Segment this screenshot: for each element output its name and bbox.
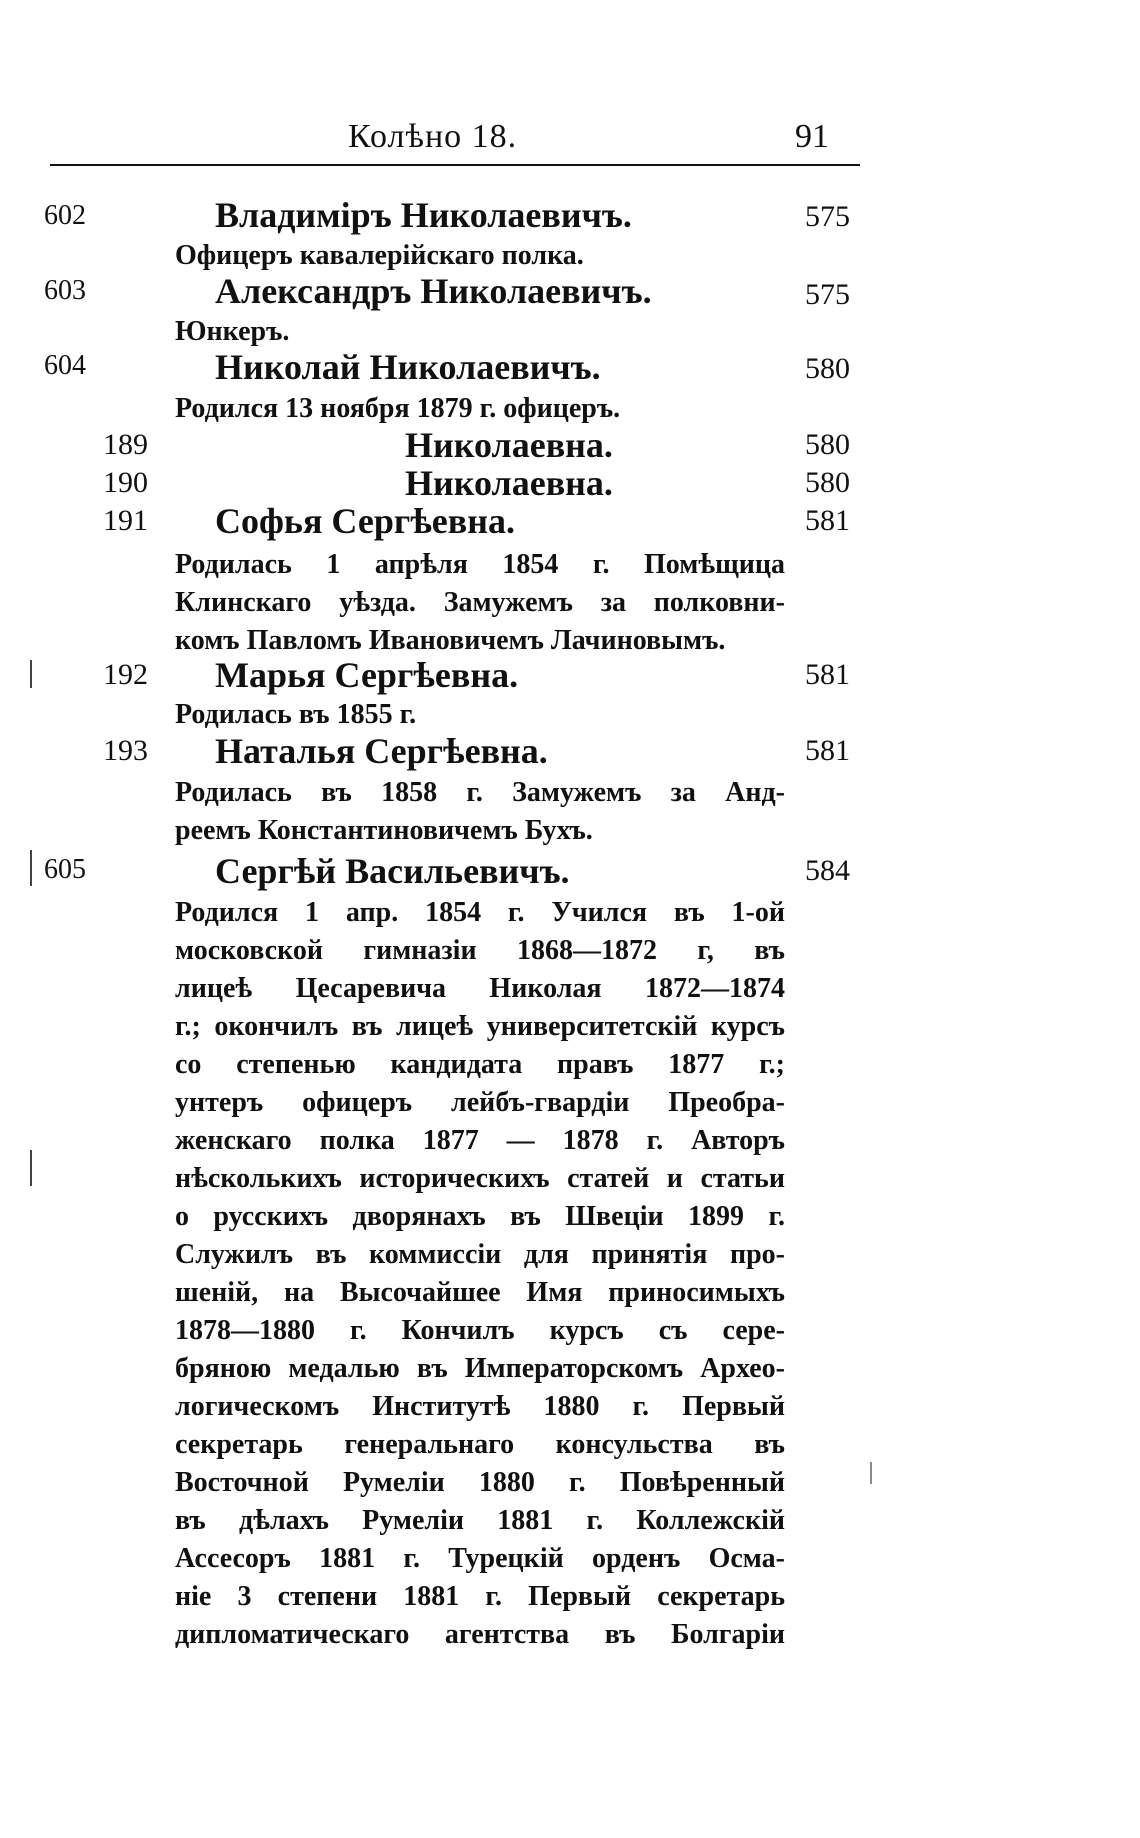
reference-number: 581 bbox=[805, 658, 850, 691]
description-line: Родился 13 ноября 1879 г. офицеръ. bbox=[175, 393, 621, 424]
header-rule bbox=[50, 164, 860, 166]
reference-number: 575 bbox=[805, 278, 850, 311]
description-line: 1878—1880 г. Кончилъ курсъ съ сере- bbox=[175, 1315, 785, 1346]
margin-mark bbox=[30, 660, 32, 688]
person-description bbox=[175, 774, 785, 850]
person-name: Николай Николаевичъ. bbox=[215, 347, 601, 387]
outer-number: 604 bbox=[44, 350, 86, 381]
description-line: Восточной Румеліи 1880 г. Повѣренный bbox=[175, 1467, 785, 1498]
description-line: въ дѣлахъ Румеліи 1881 г. Коллежскій bbox=[175, 1505, 785, 1536]
running-title: Колѣно 18. bbox=[348, 118, 518, 155]
description-line: нѣсколькихъ историческихъ статей и статьи bbox=[175, 1163, 785, 1194]
reference-number: 575 bbox=[805, 200, 850, 233]
outer-number: 605 bbox=[44, 854, 86, 885]
person-name: Марья Сергѣевна. bbox=[215, 655, 519, 695]
inner-number: 190 bbox=[103, 466, 148, 499]
margin-mark bbox=[870, 1462, 872, 1484]
description-line: унтеръ офицеръ лейбъ-гвардіи Преобра- bbox=[175, 1087, 785, 1118]
person-name: Наталья Сергѣевна. bbox=[215, 731, 548, 771]
description-line: комъ Павломъ Ивановичемъ Лачиновымъ. bbox=[175, 625, 726, 656]
description-line: логическомъ Институтѣ 1880 г. Первый bbox=[175, 1391, 785, 1422]
reference-number: 580 bbox=[805, 352, 850, 385]
reference-number: 584 bbox=[805, 854, 850, 887]
description-line: Клинскаго уѣзда. Замужемъ за полковни- bbox=[175, 587, 785, 618]
inner-number: 189 bbox=[103, 428, 148, 461]
description-line: реемъ Константиновичемъ Бухъ. bbox=[175, 815, 593, 846]
description-line: женскаго полка 1877 — 1878 г. Авторъ bbox=[175, 1125, 785, 1156]
inner-number: 193 bbox=[103, 734, 148, 767]
reference-number: 581 bbox=[805, 504, 850, 537]
page-number: 91 bbox=[795, 118, 829, 155]
person-description bbox=[175, 894, 785, 1654]
person-description bbox=[175, 546, 785, 660]
description-line: лицеѣ Цесаревича Николая 1872—1874 bbox=[175, 973, 785, 1004]
description-line: бряною медалью въ Императорскомъ Архео- bbox=[175, 1353, 785, 1384]
description-line: г.; окончилъ въ лицеѣ университетскій курсъ bbox=[175, 1011, 785, 1042]
margin-mark bbox=[30, 1150, 32, 1186]
person-name: Сергѣй Васильевичъ. bbox=[215, 851, 570, 891]
description-line: Родилась въ 1855 г. bbox=[175, 699, 417, 730]
description-line: Родилась 1 апрѣля 1854 г. Помѣщица bbox=[175, 549, 785, 580]
reference-number: 581 bbox=[805, 734, 850, 767]
description-line: Родилась въ 1858 г. Замужемъ за Анд- bbox=[175, 777, 785, 808]
inner-number: 192 bbox=[103, 658, 148, 691]
description-line: Юнкеръ. bbox=[175, 316, 290, 347]
description-line: Офицеръ кавалерійскаго полка. bbox=[175, 240, 584, 271]
description-line: ніе 3 степени 1881 г. Первый секретарь bbox=[175, 1581, 785, 1612]
person-description bbox=[175, 390, 785, 428]
reference-number: 580 bbox=[805, 428, 850, 461]
description-line: секретарь генеральнаго консульства въ bbox=[175, 1429, 785, 1460]
description-line: московской гимназіи 1868—1872 г, въ bbox=[175, 935, 785, 966]
description-line: Родился 1 апр. 1854 г. Учился въ 1-ой bbox=[175, 897, 785, 928]
description-line: со степенью кандидата правъ 1877 г.; bbox=[175, 1049, 785, 1080]
reference-number: 580 bbox=[805, 466, 850, 499]
description-line: шеній, на Высочайшее Имя приносимыхъ bbox=[175, 1277, 785, 1308]
description-line: Ассесоръ 1881 г. Турецкій орденъ Осма- bbox=[175, 1543, 785, 1574]
outer-number: 602 bbox=[44, 200, 86, 231]
description-line: о русскихъ дворянахъ въ Швеціи 1899 г. bbox=[175, 1201, 785, 1232]
description-line: дипломатическаго агентства въ Болгаріи bbox=[175, 1619, 785, 1650]
person-name: Софья Сергѣевна. bbox=[215, 501, 515, 541]
outer-number: 603 bbox=[44, 275, 86, 306]
description-line: Служилъ въ коммиссіи для принятія про- bbox=[175, 1239, 785, 1270]
person-name: Николаевна. bbox=[405, 425, 613, 465]
person-name: Александръ Николаевичъ. bbox=[215, 271, 652, 311]
person-name: Николаевна. bbox=[405, 463, 613, 503]
person-description bbox=[175, 696, 785, 734]
page-header bbox=[50, 118, 860, 168]
margin-mark bbox=[30, 850, 32, 886]
inner-number: 191 bbox=[103, 504, 148, 537]
person-name: Владиміръ Николаевичъ. bbox=[215, 195, 632, 235]
